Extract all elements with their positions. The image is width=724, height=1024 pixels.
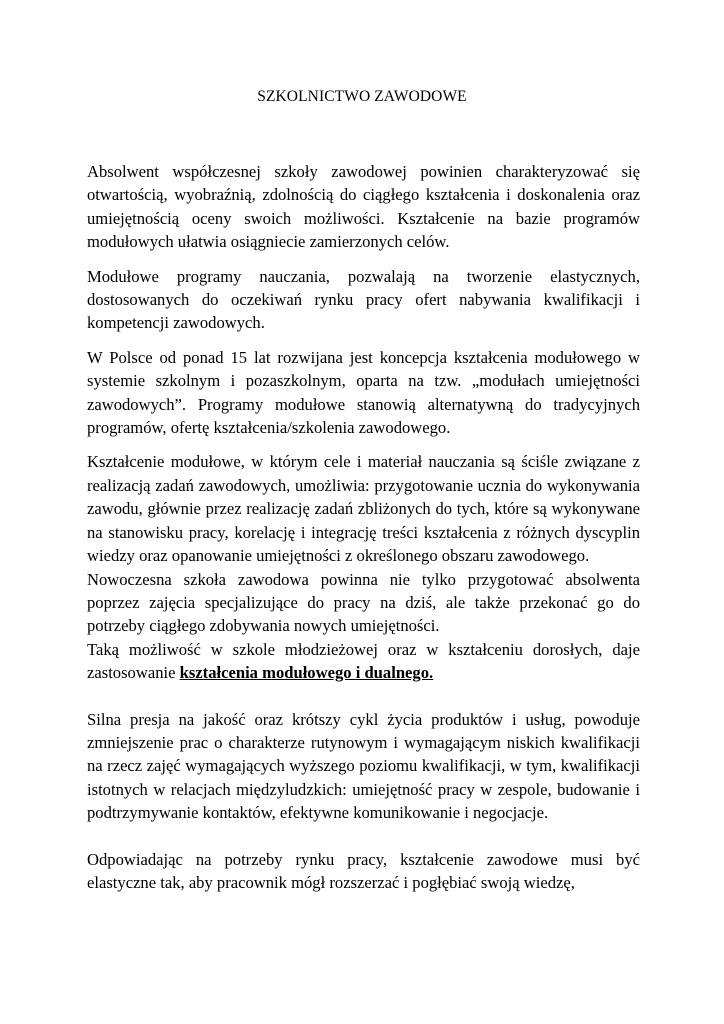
- paragraph-8: Odpowiadając na potrzeby rynku pracy, kształcenie zawodowe musi być elastyczne tak, aby pracownik mógł rozszerzać i pogłębiać swoją wiedzę,: [87, 849, 640, 892]
- paragraph-7: Silna presja na jakość oraz krótszy cykl życia produktów i usług, powoduje zmniejszenie prac o charakterze rutynowym i wymagającym niskich kwalifikacji na rzecz zajęć wymagających wyższego poziomu kwalifikacji, w tym, kwalifikacji istotnych w relacjach międzyludzkich: umiejętność pracy w zespole, budowanie i podtrzymywanie kontaktów, efektywne komunikowanie i negocjacje.: [87, 709, 640, 823]
- document-title: SZKOLNICTWO ZAWODOWE: [257, 88, 467, 105]
- paragraph-6-text: Taką możliwość w szkole młodzieżowej oraz w kształceniu dorosłych, daje zastosowanie: [87, 639, 640, 683]
- paragraph-6: [87, 638, 640, 685]
- document-body: [87, 160, 640, 894]
- paragraph-2: Modułowe programy nauczania, pozwalają na tworzenie elastycznych, dostosowanych do oczekiwań rynku pracy ofert nabywania kwalifikacji i kompetencji zawodowych.: [87, 266, 640, 333]
- paragraph-6-emphasis: kształcenia modułowego i dualnego.: [179, 663, 434, 683]
- paragraph-3: W Polsce od ponad 15 lat rozwijana jest koncepcja kształcenia modułowego w systemie szkolnym i pozaszkolnym, oparta na tzw. „modułach umiejętności zawodowych”. Programy modułowe stanowią alternatywną do tradycyjnych programów, ofertę kształcenia/szkolenia zawodowego.: [87, 347, 640, 438]
- paragraph-4: Kształcenie modułowe, w którym cele i materiał nauczania są ściśle związane z realizacją zadań zawodowych, umożliwia: przygotowanie ucznia do wykonywania zawodu, głównie przez realizację zadań zbliżonych do tych, które są wykonywane na stanowisku pracy, korelację i integrację treści kształcenia z różnych dyscyplin wiedzy oraz opanowanie umiejętności z określonego obszaru zawodowego.: [87, 452, 640, 566]
- paragraph-1: Absolwent współczesnej szkoły zawodowej powinien charakteryzować się otwartością, wyobraźnią, zdolnością do ciągłego kształcenia i doskonalenia oraz umiejętnością oceny swoich możliwości. Kształcenie na bazie programów modułowych ułatwia osiągniecie zamierzonych celów.: [87, 162, 640, 252]
- paragraph-5: Nowoczesna szkoła zawodowa powinna nie tylko przygotować absolwenta poprzez zajęcia specjalizujące do pracy na dziś, ale także przekonać go do potrzeby ciągłego zdobywania nowych umiejętności.: [87, 569, 640, 636]
